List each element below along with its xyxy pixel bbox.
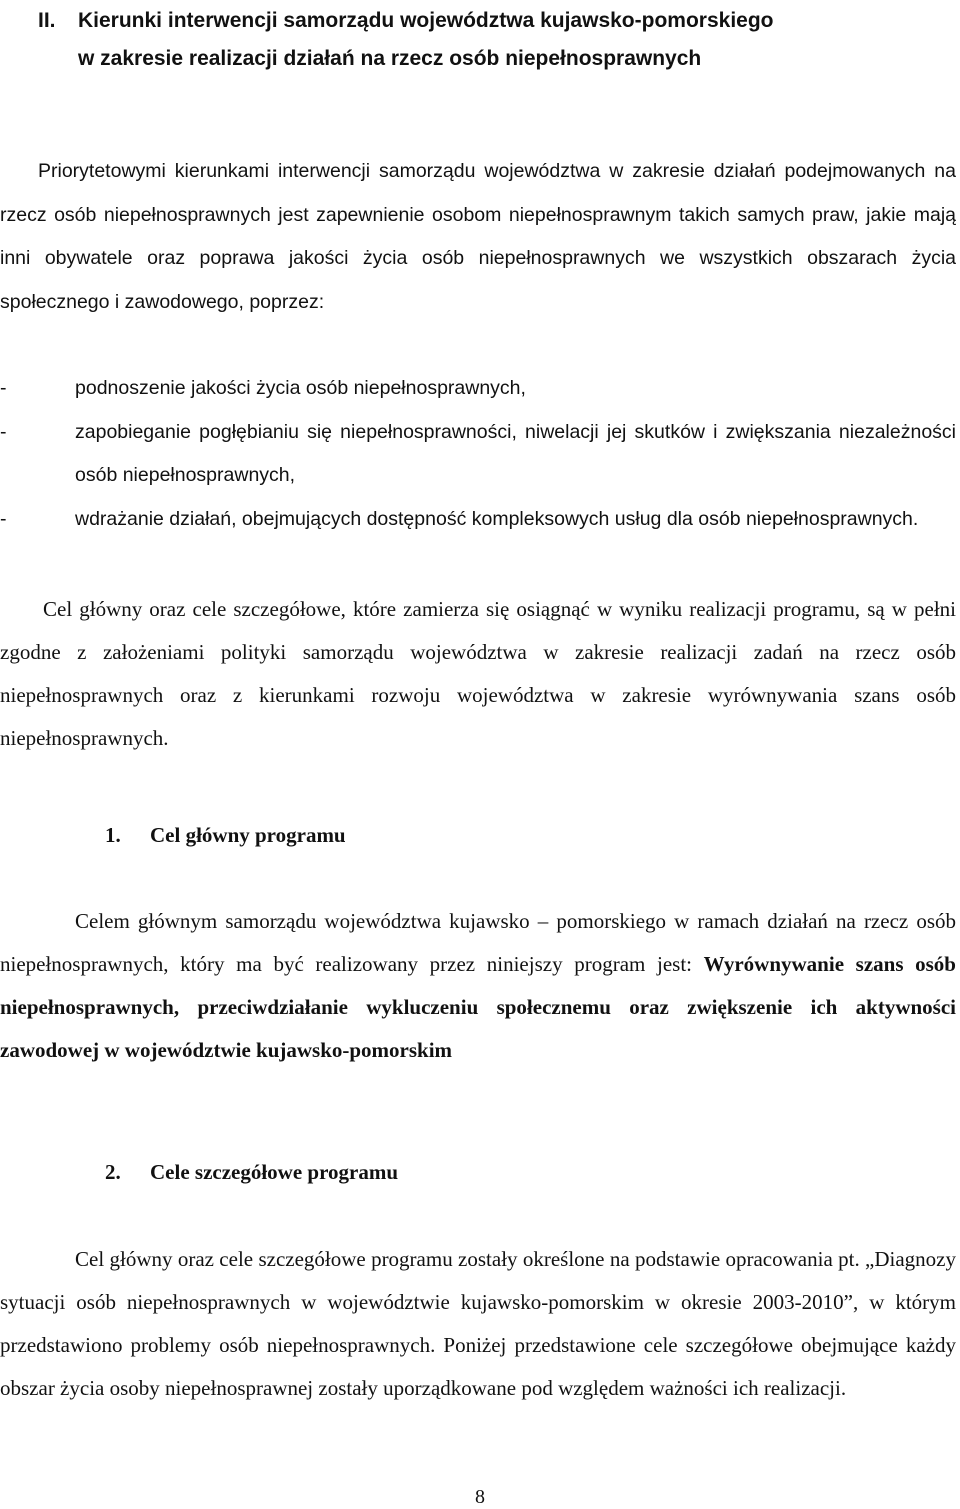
chapter-title-line1: Kierunki interwencji samorządu województwa kujawsko-pomorskiego <box>78 9 774 32</box>
main-goal-paragraph <box>0 900 956 1072</box>
chapter-title-line2: w zakresie realizacji działań na rzecz osób niepełnosprawnych <box>78 47 702 70</box>
list-item <box>0 411 956 498</box>
chapter-number: II. <box>38 9 56 32</box>
section-title: Cele szczegółowe programu <box>150 1160 399 1184</box>
list-dash: - <box>0 420 7 443</box>
section-number: 2. <box>105 1160 121 1184</box>
list-item <box>0 498 956 542</box>
list-item-text: podnoszenie jakości życia osób niepełnosprawnych, <box>75 377 526 399</box>
main-goal-bold-text: Wyrównywanie szans osób niepełnosprawnych, przeciwdziałanie wykluczeniu społecznemu oraz zwiększenie ich aktywności zawodowej w województwie kujawsko-pomorskim <box>0 952 956 1062</box>
section-heading-specific-goals <box>105 1160 398 1185</box>
intro-paragraph: Priorytetowymi kierunkami interwencji samorządu województwa w zakresie działań podejmowanych na rzecz osób niepełnosprawnych jest zapewnienie osobom niepełnosprawnym takich samych praw, jakie mają inni obywatele oraz poprawa jakości życia osób niepełnosprawnych we wszystkich obszarach życia społecznego i zawodowego, poprzez: <box>0 160 956 313</box>
section-title: Cel główny programu <box>150 823 346 847</box>
list-item <box>0 367 956 411</box>
list-item-text: zapobieganie pogłębianiu się niepełnosprawności, niwelacji jej skutków i zwiększania niezależności osób niepełnosprawnych, <box>75 420 956 486</box>
priority-list <box>0 367 956 541</box>
list-item-text: wdrażanie działań, obejmujących dostępność kompleksowych usług dla osób niepełnosprawnych. <box>75 507 919 530</box>
section-heading-main-goal <box>105 823 346 848</box>
goals-compliance-paragraph: Cel główny oraz cele szczegółowe, które zamierza się osiągnąć w wyniku realizacji programu, są w pełni zgodne z założeniami polityki samorządu województwa w zakresie realizacji zadań na rzecz osób niepełnosprawnych oraz z kierunkami rozwoju województwa w zakresie wyrównywania szans osób niepełnosprawnych. <box>0 597 956 750</box>
main-goal-text: Celem głównym samorządu województwa kujawsko – pomorskiego w ramach działań na rzecz osób niepełnosprawnych, który ma być realizowany przez niniejszy program jest: <box>0 909 956 976</box>
page-number: 8 <box>475 1486 485 1508</box>
section-number: 1. <box>105 823 121 847</box>
list-dash: - <box>0 377 7 399</box>
list-dash: - <box>0 507 7 530</box>
specific-goals-paragraph: Cel główny oraz cele szczegółowe programu zostały określone na podstawie opracowania pt. „Diagnozy sytuacji osób niepełnosprawnych w województwie kujawsko-pomorskim w okresie 2003-2010”, w którym przedstawiono problemy osób niepełnosprawnych. Poniżej przedstawione cele szczegółowe obejmujące każdy obszar życia osoby niepełnosprawnej zostały uporządkowane pod względem ważności ich realizacji. <box>0 1247 956 1400</box>
